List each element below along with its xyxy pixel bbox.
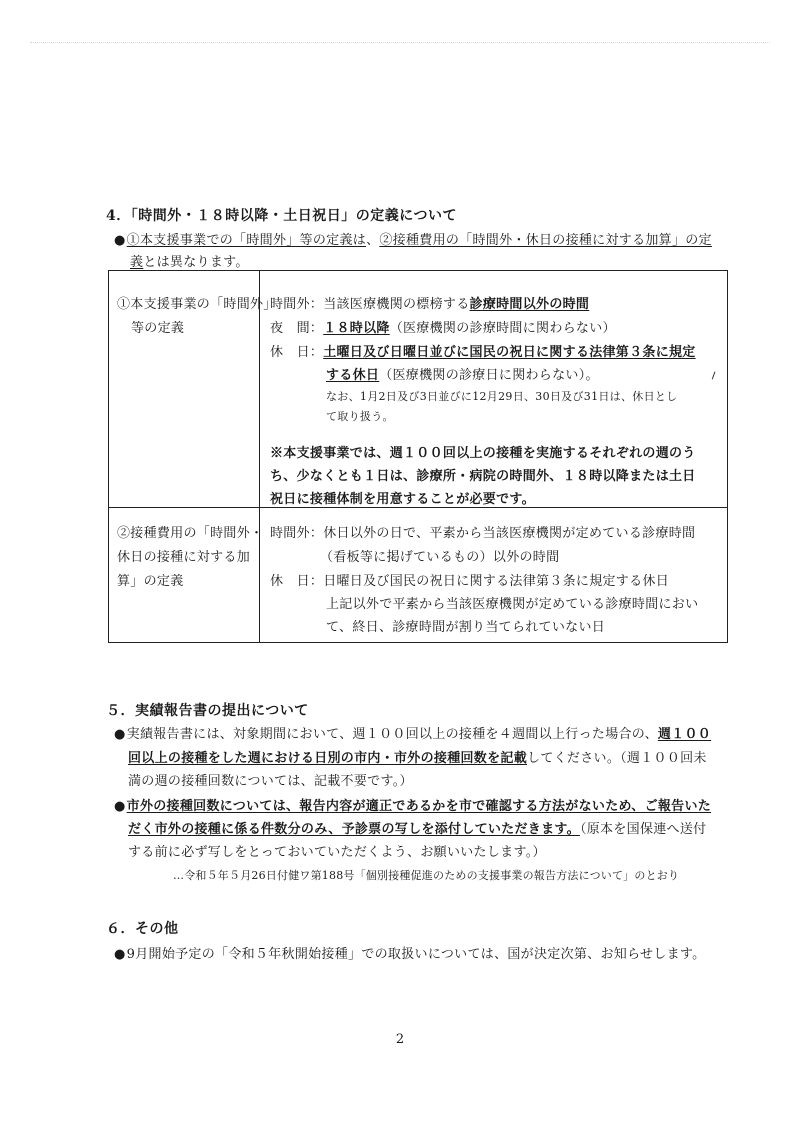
p1-emphasis-b: 回以上の接種をした週における日別の市内・市外の接種回数を記載 <box>128 751 528 766</box>
p1-emphasis-a: 週１００ <box>657 727 712 742</box>
definitions-table <box>108 270 728 643</box>
section6-line <box>114 943 705 962</box>
row1-note-line2: て取り扱う。 <box>326 410 394 423</box>
yakan-emphasis: １８時以降 <box>323 321 390 336</box>
row2-jikangai-line2: （看板等に掲げているもの）以外の時間 <box>320 550 560 565</box>
row1-label-line2: 等の定義 <box>131 321 185 336</box>
p1-text-b: してください。（週１００回未 <box>527 751 707 766</box>
row2-kyujitsu-label: 休 日： <box>270 574 324 589</box>
intro-def2-underlined: ②接種費用の「時間外・休日の接種に対する加算」の定 <box>379 233 712 248</box>
jikangai-label: 時間外： <box>270 297 324 312</box>
intro-differs-text: とは異なります。 <box>143 255 249 270</box>
section5-heading: ５．実績報告書の提出について <box>106 703 309 719</box>
row1-note-line1: なお、1月2日及び3日並びに12月29日、30日及び31日は、休日とし <box>326 390 678 403</box>
p2-text-b: （原本を国保連へ送付 <box>579 822 707 837</box>
row2-kyujitsu-line2: 上記以外で平素から当該医療機関が定めている診療時間におい <box>326 597 699 612</box>
jikangai-emphasis: 診療時間以外の時間 <box>469 297 590 312</box>
row1-label-cell <box>109 271 277 508</box>
row2-jikangai-text: 休日以外の日で、平素から当該医療機関が定めている診療時間 <box>323 526 696 541</box>
row2-kyujitsu-text: 日曜日及び国民の祝日に関する法律第３条に規定する休日 <box>323 574 670 589</box>
jikangai-text: 当該医療機関の標榜する <box>323 297 470 312</box>
p2-emphasis-b: だく市外の接種に係る件数分のみ、予診票の写しを添付していただきます。 <box>128 822 580 837</box>
section6-text: 9月開始予定の「令和５年秋開始接種」での取扱いについては、国が決定次第、お知らせします。 <box>126 947 706 962</box>
intro-def2-tail: 義 <box>130 255 144 270</box>
intro-def1-underlined: ①本支援事業での「時間外」等の定義は <box>126 233 367 248</box>
kyujitsu-label: 休 日： <box>270 345 324 360</box>
section5-p2-line3: する前に必ず写しをとっておいていただくよう、お願いいたします。） <box>128 845 546 860</box>
row2-kyujitsu-line3: て、終日、診療時間が割り当てられていない日 <box>326 620 606 635</box>
kyujitsu-emphasis: 土曜日及び日曜日並びに国民の祝日に関する法律第３条に規定 <box>323 345 696 360</box>
section6-heading: ６．その他 <box>106 921 179 937</box>
scan-edge-line <box>30 42 770 43</box>
page-number: 2 <box>395 1032 405 1047</box>
table-row <box>109 508 728 643</box>
table-row <box>109 271 728 508</box>
bullet-icon: ● <box>114 727 126 742</box>
section4-intro-line2 <box>130 251 249 270</box>
row2-label-line2: 休日の接種に対する加 <box>117 550 251 565</box>
section5-p2-line2 <box>128 818 706 837</box>
row2-kyujitsu-line1 <box>270 570 669 589</box>
row2-label-line3: 算」の定義 <box>117 574 184 589</box>
section5-p1-line3: 満の週の接種回数については、記載不要です。） <box>128 774 413 789</box>
p2-emphasis-a: 市外の接種回数については、報告内容が適正であるかを市で確認する方法がないため、ご報告いた <box>126 799 712 814</box>
bullet-icon: ● <box>114 233 126 248</box>
row2-label-line1: ②接種費用の「時間外・ <box>117 526 264 541</box>
row2-jikangai-line1 <box>270 522 695 541</box>
row2-label-cell <box>109 508 264 643</box>
section5-p2-line1 <box>114 795 711 814</box>
section5-p1-line1 <box>114 723 711 742</box>
section4-intro-line1 <box>114 229 712 248</box>
p1-text-a: 実績報告書には、対象期間において、週１００回以上の接種を４週間以上行った場合の、 <box>126 727 658 742</box>
row1-body-cell <box>260 271 728 508</box>
row1-emphasis-line3: 祝日に接種体制を用意することが必要です。 <box>270 492 535 507</box>
row1-kyujitsu-line2 <box>326 364 599 383</box>
bullet-icon: ● <box>114 947 126 962</box>
row2-body-cell <box>260 508 728 643</box>
section5-p1-line2 <box>128 747 707 766</box>
row2-jikangai-label: 時間外： <box>270 526 324 541</box>
section4-heading: 4．「時間外・１８時以降・土日祝日」の定義について <box>106 208 457 224</box>
row1-label-line1: ①本支援事業の「時間外」 <box>117 297 277 312</box>
kyujitsu-emphasis-tail: する休日 <box>326 368 380 383</box>
row1-emphasis-line1: ※本支援事業では、週１００回以上の接種を実施するそれぞれの週のう <box>270 446 696 461</box>
intro-comma: 、 <box>366 233 380 248</box>
bullet-icon: ● <box>114 799 126 814</box>
yakan-text: （医療機関の診療時間に関わらない） <box>389 321 616 336</box>
row1-jikangai-line <box>270 293 589 312</box>
yakan-label: 夜 間： <box>270 321 324 336</box>
section5-footnote: …令和５年５月26日付健ワ第188号「個別接種促進のための支援事業の報告方法について」のとおり <box>173 869 680 882</box>
row1-emphasis-line2: ち、少なくとも１日は、診療所・病院の時間外、１８時以降または土日 <box>270 469 696 484</box>
kyujitsu-text: （医療機関の診療日に関わらない）。 <box>379 368 599 383</box>
row1-yakan-line <box>270 317 616 336</box>
row1-kyujitsu-line1 <box>270 341 696 360</box>
